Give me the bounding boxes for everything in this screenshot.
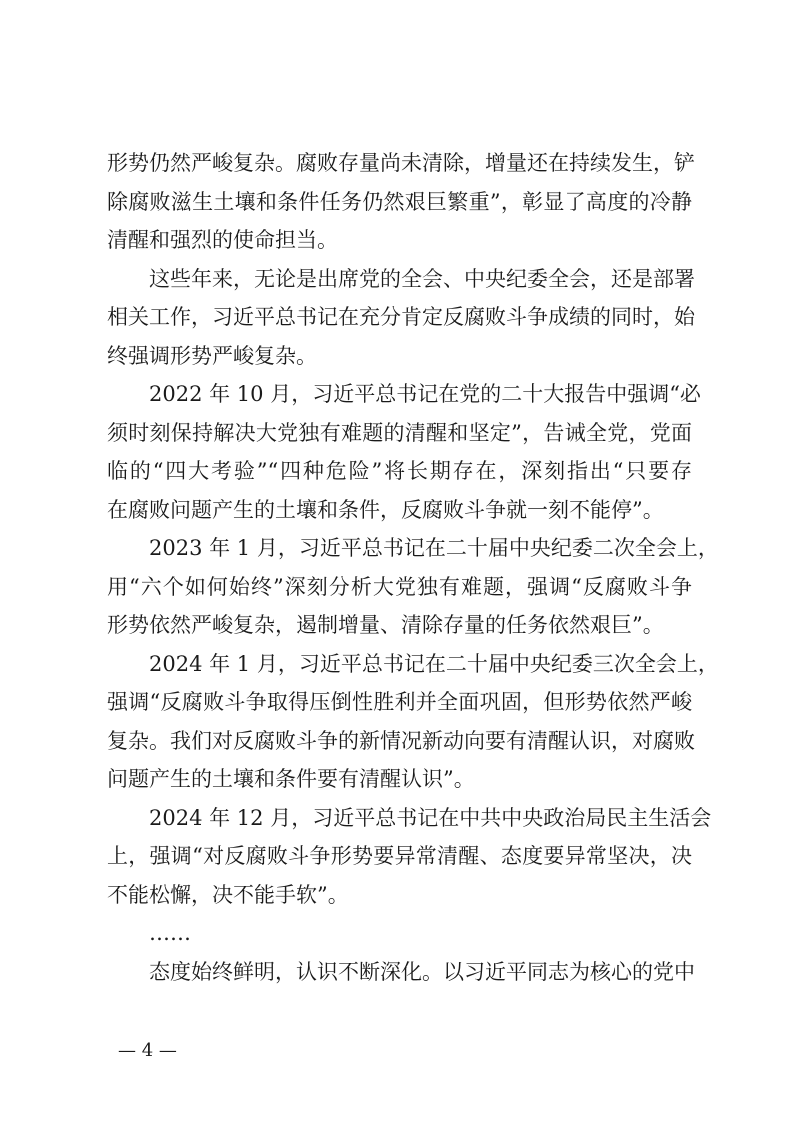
text-line: 用“六个如何始终”深刻分析大党独有难题，强调“反腐败斗争 xyxy=(107,574,692,599)
text-line: 清醒和强烈的使命担当。 xyxy=(107,228,338,252)
text-line: 2024 年 1 月，习近平总书记在二十届中央纪委三次全会上， xyxy=(149,651,719,676)
text-line: …… xyxy=(149,921,191,945)
text-line: 临的“四大考验”“四种危险”将长期存在，深刻指出“只要存 xyxy=(107,459,692,483)
text-line: 终强调形势严峻复杂。 xyxy=(107,343,317,368)
text-line: 强调“反腐败斗争取得压倒性胜利并全面巩固，但形势依然严峻 xyxy=(107,690,692,714)
text-line: 复杂。我们对反腐败斗争的新情况新动向要有清醒认识，对腐败 xyxy=(107,728,695,753)
text-line: 形势仍然严峻复杂。腐败存量尚未清除，增量还在持续发生，铲 xyxy=(107,151,695,175)
text-line: 问题产生的土壤和条件要有清醒认识”。 xyxy=(107,767,475,791)
text-line: 2024 年 12 月，习近平总书记在中共中央政治局民主生活会 xyxy=(149,805,712,830)
text-line: 须时刻保持解决大党独有难题的清醒和坚定”，告诫全党，党面 xyxy=(107,420,692,445)
text-line: 除腐败滋生土壤和条件任务仍然艰巨繁重”，彰显了高度的冷静 xyxy=(107,189,692,214)
text-line: 相关工作，习近平总书记在充分肯定反腐败斗争成绩的同时，始 xyxy=(107,305,695,329)
text-line: 态度始终鲜明，认识不断深化。以习近平同志为核心的党中 xyxy=(149,959,695,984)
page-number: — 4 — xyxy=(118,1040,177,1061)
text-line: 2022 年 10 月，习近平总书记在党的二十大报告中强调“必 xyxy=(149,382,701,406)
text-line: 形势依然严峻复杂，遏制增量、清除存量的任务依然艰巨”。 xyxy=(107,613,664,637)
text-line: 2023 年 1 月，习近平总书记在二十届中央纪委二次全会上， xyxy=(149,536,719,560)
text-line: 在腐败问题产生的土壤和条件，反腐败斗争就一刻不能停”。 xyxy=(107,497,664,522)
text-line: 这些年来，无论是出席党的全会、中央纪委全会，还是部署 xyxy=(149,266,695,291)
body-text xyxy=(107,144,719,991)
text-line: 不能松懈，决不能手软”。 xyxy=(107,882,349,907)
text-line: 上，强调“对反腐败斗争形势要异常清醒、态度要异常坚决，决 xyxy=(107,844,692,868)
